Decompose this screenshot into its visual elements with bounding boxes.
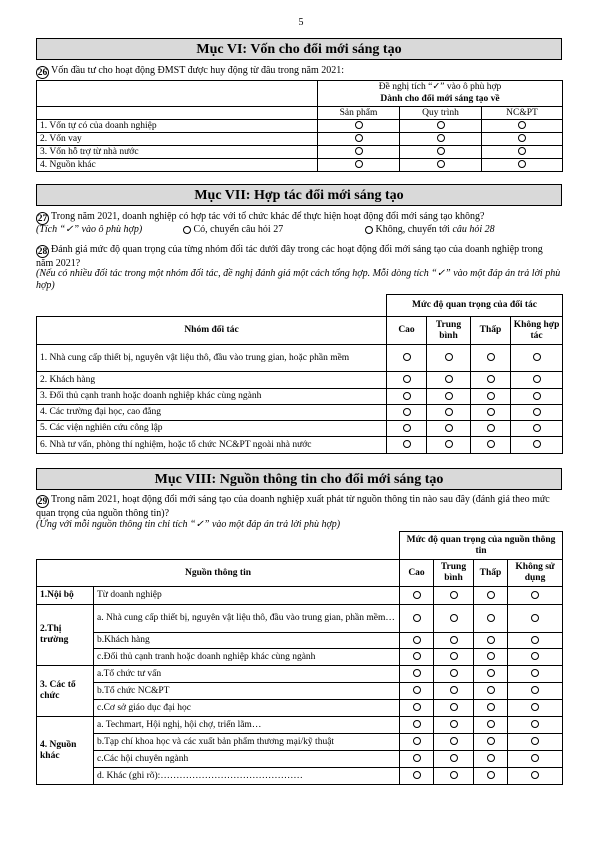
row-label: 1. Nhà cung cấp thiết bị, nguyên vật liệu thô, đầu vào trung gian, hoặc phần mềm [37, 345, 387, 372]
radio-option[interactable] [403, 392, 411, 400]
radio-option[interactable] [413, 652, 421, 660]
radio-option[interactable] [437, 121, 445, 129]
question-hint: (Nếu có nhiều đối tác trong một nhóm đối tác, đề nghị đánh giá một cách tổng hợp. Mỗi dòng tích “✓” vào một đáp án trả lời phù hợp) [36, 268, 561, 291]
row-label: b.Khách hàng [94, 633, 400, 649]
radio-option[interactable] [403, 424, 411, 432]
row-label: 6. Nhà tư vấn, phòng thí nghiệm, hoặc tổ chức NC&PT ngoài nhà nước [37, 437, 387, 454]
radio-option[interactable] [413, 636, 421, 644]
radio-option[interactable] [531, 591, 539, 599]
col-header: Cao [387, 317, 427, 345]
radio-option[interactable] [445, 392, 453, 400]
question-number: 27 [37, 214, 48, 224]
radio-option[interactable] [531, 669, 539, 677]
radio-option[interactable] [445, 375, 453, 383]
radio-option[interactable] [533, 440, 541, 448]
radio-option[interactable] [487, 392, 495, 400]
radio-option[interactable] [445, 408, 453, 416]
radio-option[interactable] [531, 720, 539, 728]
radio-option[interactable] [413, 686, 421, 694]
radio-option[interactable] [533, 353, 541, 361]
section-vi-title: Mục VI: Vốn cho đổi mới sáng tạo [36, 38, 562, 60]
col-header: Không hợp tác [511, 317, 563, 345]
question-text: Đánh giá mức độ quan trọng của từng nhóm đối tác dưới đây trong các hoạt động đổi mới sáng tạo của doanh nghiệp trong năm 2021? [36, 244, 543, 269]
col-header: NC&PT [482, 107, 563, 120]
radio-option[interactable] [531, 686, 539, 694]
col-header: Quy trình [400, 107, 482, 120]
radio-option[interactable] [533, 375, 541, 383]
empty-cell [37, 107, 318, 120]
radio-option[interactable] [487, 720, 495, 728]
radio-option[interactable] [437, 134, 445, 142]
radio-option[interactable] [487, 375, 495, 383]
group-label: 1.Nội bộ [37, 587, 94, 605]
option-yes[interactable] [183, 224, 283, 235]
radio-option[interactable] [365, 226, 373, 234]
partner-table [36, 294, 563, 454]
question-hint: (Ứng với mỗi nguồn thông tin chỉ tích “✓” vào một đáp án trả lời phù hợp) [36, 519, 341, 530]
info-source-table [36, 531, 563, 785]
question-29 [36, 494, 562, 520]
radio-option[interactable] [450, 703, 458, 711]
row-label: 3. Đối thủ cạnh tranh hoặc doanh nghiệp khác cùng ngành [37, 389, 387, 405]
radio-option[interactable] [413, 720, 421, 728]
row-label: a. Techmart, Hội nghị, hội chợ, triển lãm… [94, 717, 400, 734]
col-header: Không sử dụng [508, 560, 563, 587]
row-label-other[interactable]: d. Khác (ghi rõ):……………………………………… [94, 768, 400, 785]
capital-source-table [36, 80, 563, 172]
radio-option[interactable] [403, 440, 411, 448]
page-number: 5 [298, 17, 304, 28]
question-text: Trong năm 2021, hoạt động đổi mới sáng tạo của doanh nghiệp xuất phát từ nguồn thông tin nào sau đây (đánh giá theo mức quan trọng của nguồn thông tin)? [36, 494, 550, 519]
radio-option[interactable] [413, 771, 421, 779]
radio-option[interactable] [487, 771, 495, 779]
radio-option[interactable] [403, 375, 411, 383]
radio-option[interactable] [531, 636, 539, 644]
table-subheader: Dành cho đổi mới sáng tạo về [318, 94, 563, 107]
radio-option[interactable] [487, 652, 495, 660]
table-group-header: Mức độ quan trọng của nguồn thông tin [400, 532, 563, 560]
group-label: 4. Nguồn khác [37, 717, 94, 785]
radio-option[interactable] [533, 392, 541, 400]
radio-option[interactable] [355, 121, 363, 129]
row-label: 3. Vốn hỗ trợ từ nhà nước [37, 146, 318, 159]
radio-option[interactable] [518, 160, 526, 168]
radio-option[interactable] [487, 703, 495, 711]
col-header: Thấp [471, 317, 511, 345]
radio-option[interactable] [450, 591, 458, 599]
group-label: 3. Các tổ chức [37, 666, 94, 717]
radio-option[interactable] [183, 226, 191, 234]
option-label-italic: câu hỏi 28 [452, 224, 495, 235]
row-label: 2. Vốn vay [37, 133, 318, 146]
row-label: a. Nhà cung cấp thiết bị, nguyên vật liệu thô, đầu vào trung gian, phần mềm… [94, 605, 400, 633]
question-number: 29 [37, 497, 48, 507]
group-label: 2.Thị trường [37, 605, 94, 666]
row-label: c.Cơ sở giáo dục đại học [94, 700, 400, 717]
radio-option[interactable] [450, 771, 458, 779]
question-text: Trong năm 2021, doanh nghiệp có hợp tác với tổ chức khác để thực hiện hoạt động đổi mới sáng tạo không? [51, 211, 485, 222]
radio-option[interactable] [487, 737, 495, 745]
radio-option[interactable] [450, 652, 458, 660]
radio-option[interactable] [487, 440, 495, 448]
radio-option[interactable] [413, 737, 421, 745]
row-label: c.Đối thủ cạnh tranh hoặc doanh nghiệp khác cùng ngành [94, 649, 400, 666]
row-label: 4. Các trường đại học, cao đẳng [37, 405, 387, 421]
table-group-header: Mức độ quan trọng của đối tác [387, 295, 563, 317]
radio-option[interactable] [533, 424, 541, 432]
radio-option[interactable] [437, 147, 445, 155]
table-hint: Đề nghị tích “✓” vào ô phù hợp [318, 81, 563, 94]
radio-option[interactable] [450, 720, 458, 728]
question-number: 28 [37, 247, 48, 257]
radio-option[interactable] [487, 636, 495, 644]
radio-option[interactable] [531, 771, 539, 779]
radio-option[interactable] [487, 669, 495, 677]
radio-option[interactable] [533, 408, 541, 416]
row-label: Từ doanh nghiệp [94, 587, 400, 605]
radio-option[interactable] [355, 147, 363, 155]
row-label: c.Các hội chuyên ngành [94, 751, 400, 768]
radio-option[interactable] [450, 636, 458, 644]
row-label: b.Tổ chức NC&PT [94, 683, 400, 700]
radio-option[interactable] [487, 424, 495, 432]
table-first-header: Nhóm đối tác [37, 317, 387, 345]
radio-option[interactable] [445, 440, 453, 448]
row-label: a.Tổ chức tư vấn [94, 666, 400, 683]
section-viii-title: Mục VIII: Nguồn thông tin cho đổi mới sáng tạo [36, 468, 562, 490]
question-number: 26 [37, 68, 48, 78]
radio-option[interactable] [487, 754, 495, 762]
radio-option[interactable] [355, 134, 363, 142]
option-label: Có, chuyển câu hỏi 27 [193, 224, 284, 235]
col-header: Trung bình [427, 317, 471, 345]
radio-option[interactable] [487, 353, 495, 361]
radio-option[interactable] [445, 353, 453, 361]
radio-option[interactable] [450, 686, 458, 694]
radio-option[interactable] [518, 121, 526, 129]
radio-option[interactable] [531, 703, 539, 711]
radio-option[interactable] [413, 669, 421, 677]
question-26 [36, 65, 566, 79]
question-28 [36, 244, 562, 270]
radio-option[interactable] [413, 754, 421, 762]
radio-option[interactable] [487, 591, 495, 599]
radio-option[interactable] [487, 686, 495, 694]
radio-option[interactable] [531, 754, 539, 762]
row-label: 1. Vốn tự có của doanh nghiệp [37, 120, 318, 133]
option-no[interactable] [365, 224, 495, 235]
radio-option[interactable] [413, 591, 421, 599]
col-header: Trung bình [434, 560, 474, 587]
col-header: Thấp [474, 560, 508, 587]
row-label: 5. Các viện nghiên cứu công lập [37, 421, 387, 437]
question-text: Vốn đầu tư cho hoạt động ĐMST được huy động từ đâu trong năm 2021: [51, 65, 345, 76]
row-label: 2. Khách hàng [37, 372, 387, 389]
radio-option[interactable] [531, 614, 539, 622]
radio-option[interactable] [437, 160, 445, 168]
radio-option[interactable] [518, 147, 526, 155]
radio-option[interactable] [531, 737, 539, 745]
question-27 [36, 211, 566, 225]
col-header: Sản phẩm [318, 107, 400, 120]
question-hint: (Tích “✓” vào ô phù hợp) [36, 224, 143, 235]
radio-option[interactable] [450, 754, 458, 762]
radio-option[interactable] [403, 353, 411, 361]
row-label: b.Tạp chí khoa học và các xuất bản phẩm thương mại/kỹ thuật [94, 734, 400, 751]
radio-option[interactable] [450, 614, 458, 622]
radio-option[interactable] [487, 614, 495, 622]
table-first-header: Nguồn thông tin [37, 560, 400, 587]
radio-option[interactable] [531, 652, 539, 660]
radio-option[interactable] [450, 737, 458, 745]
section-vii-title: Mục VII: Hợp tác đổi mới sáng tạo [36, 184, 562, 206]
radio-option[interactable] [403, 408, 411, 416]
radio-option[interactable] [487, 408, 495, 416]
radio-option[interactable] [518, 134, 526, 142]
radio-option[interactable] [450, 669, 458, 677]
col-header: Cao [400, 560, 434, 587]
row-label: 4. Nguồn khác [37, 159, 318, 172]
radio-option[interactable] [355, 160, 363, 168]
radio-option[interactable] [445, 424, 453, 432]
radio-option[interactable] [413, 703, 421, 711]
option-label: Không, chuyển tới [375, 224, 453, 235]
radio-option[interactable] [413, 614, 421, 622]
